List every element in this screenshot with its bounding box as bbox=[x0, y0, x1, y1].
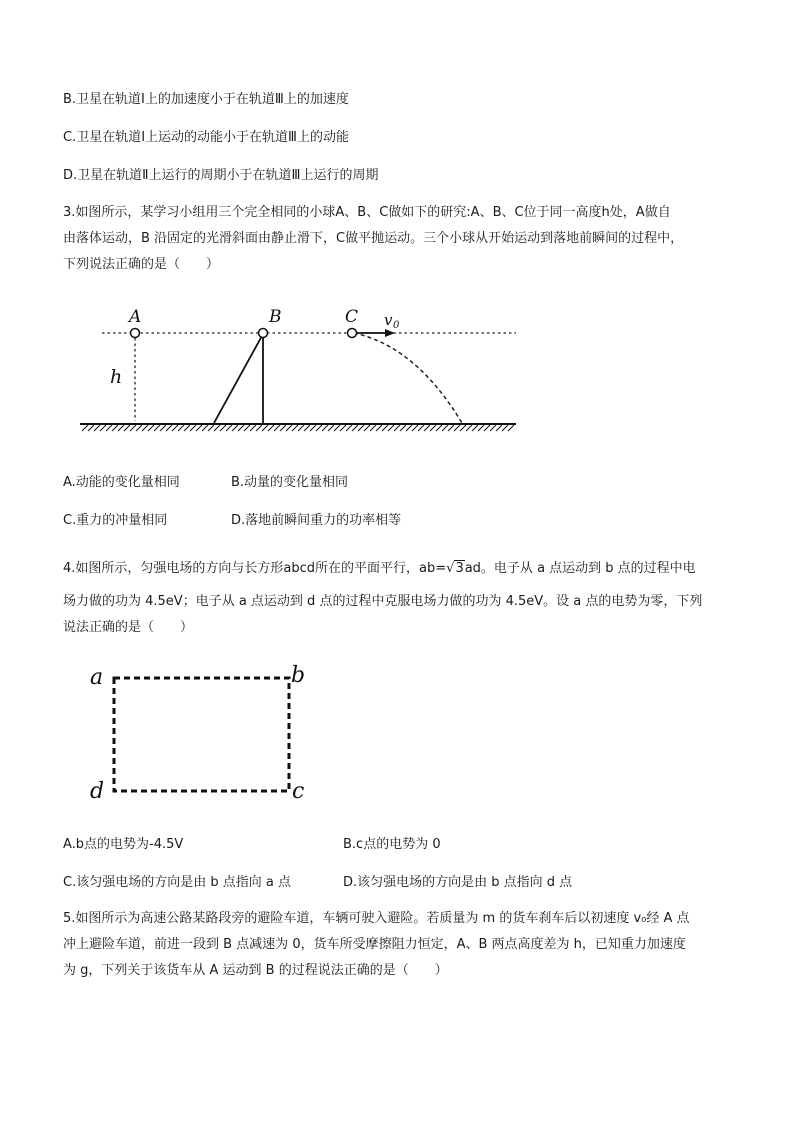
q3-figure bbox=[70, 298, 530, 440]
q4-option-c: C.该匀强电场的方向是由 b 点指向 a 点 bbox=[63, 875, 291, 890]
rectangle-abcd bbox=[114, 678, 289, 791]
q4-option-a: A.b点的电势为-4.5V bbox=[63, 837, 184, 852]
corner-d: d bbox=[90, 779, 105, 804]
q3-option-b: B.动量的变化量相同 bbox=[231, 475, 349, 490]
ground-hatching bbox=[82, 425, 514, 431]
q4-stem-line1-pre: 4.如图所示，匀强电场的方向与长方形abcd所在的平面平行，ab= bbox=[63, 561, 447, 576]
q5-stem-line1: 5.如图所示为高速公路某路段旁的避险车道，车辆可驶入避险。若质量为 m 的货车刹车后以初速度 v₀经 A 点 bbox=[63, 911, 690, 926]
corner-a: a bbox=[90, 665, 104, 690]
label-c: C bbox=[345, 307, 359, 327]
label-v: v bbox=[384, 311, 393, 329]
label-b: B bbox=[269, 307, 282, 327]
q3-stem-line1: 3.如图所示，某学习小组用三个完全相同的小球A、B、C做如下的研究:A、B、C位于同一高度h处，A做自 bbox=[63, 205, 671, 220]
projectile-trajectory bbox=[354, 333, 462, 423]
q2-option-c: C.卫星在轨道Ⅰ上运动的动能小于在轨道Ⅲ上的动能 bbox=[63, 130, 350, 145]
corner-b: b bbox=[291, 663, 306, 688]
q3-stem-line3: 下列说法正确的是（ ） bbox=[63, 257, 220, 272]
q4-stem-line2: 场力做的功为 4.5eV；电子从 a 点运动到 d 点的过程中克服电场力做的功为 4.5eV。设 a 点的电势为零，下列 bbox=[63, 594, 703, 609]
q4-stem-line1-post: ad。电子从 a 点运动到 b 点的过程中电 bbox=[464, 561, 696, 576]
label-a: A bbox=[129, 307, 142, 327]
label-v-subscript: 0 bbox=[393, 320, 400, 331]
q3-option-d: D.落地前瞬间重力的功率相等 bbox=[231, 513, 402, 528]
sqrt-expression: √3 bbox=[446, 561, 464, 576]
q3-option-a: A.动能的变化量相同 bbox=[63, 475, 180, 490]
ball-b bbox=[259, 329, 268, 338]
incline-slope bbox=[214, 334, 263, 423]
ball-a bbox=[131, 329, 140, 338]
q2-option-b: B.卫星在轨道Ⅰ上的加速度小于在轨道Ⅲ上的加速度 bbox=[63, 92, 349, 107]
q5-stem-line2: 冲上避险车道，前进一段到 B 点减速为 0，货车所受摩擦阻力恒定，A、B 两点高度差为 h，已知重力加速度 bbox=[63, 937, 686, 952]
ball-c bbox=[348, 329, 357, 338]
q4-stem-line1 bbox=[63, 560, 696, 578]
label-h: h bbox=[110, 366, 123, 388]
corner-c: c bbox=[292, 779, 305, 804]
q3-option-c: C.重力的冲量相同 bbox=[63, 513, 168, 528]
q5-stem-line3: 为 g，下列关于该货车从 A 运动到 B 的过程说法正确的是（ ） bbox=[63, 963, 448, 978]
q4-figure bbox=[84, 660, 314, 805]
q3-stem-line2: 由落体运动，B 沿固定的光滑斜面由静止滑下，C做平抛运动。三个小球从开始运动到落地前瞬间的过程中， bbox=[63, 231, 684, 246]
q2-option-d: D.卫星在轨道Ⅱ上运行的周期小于在轨道Ⅲ上运行的周期 bbox=[63, 168, 379, 183]
sqrt-radicand: 3 bbox=[455, 561, 464, 576]
q4-option-b: B.c点的电势为 0 bbox=[343, 837, 441, 852]
q4-option-d: D.该匀强电场的方向是由 b 点指向 d 点 bbox=[343, 875, 573, 890]
q4-stem-line3: 说法正确的是（ ） bbox=[63, 620, 194, 635]
